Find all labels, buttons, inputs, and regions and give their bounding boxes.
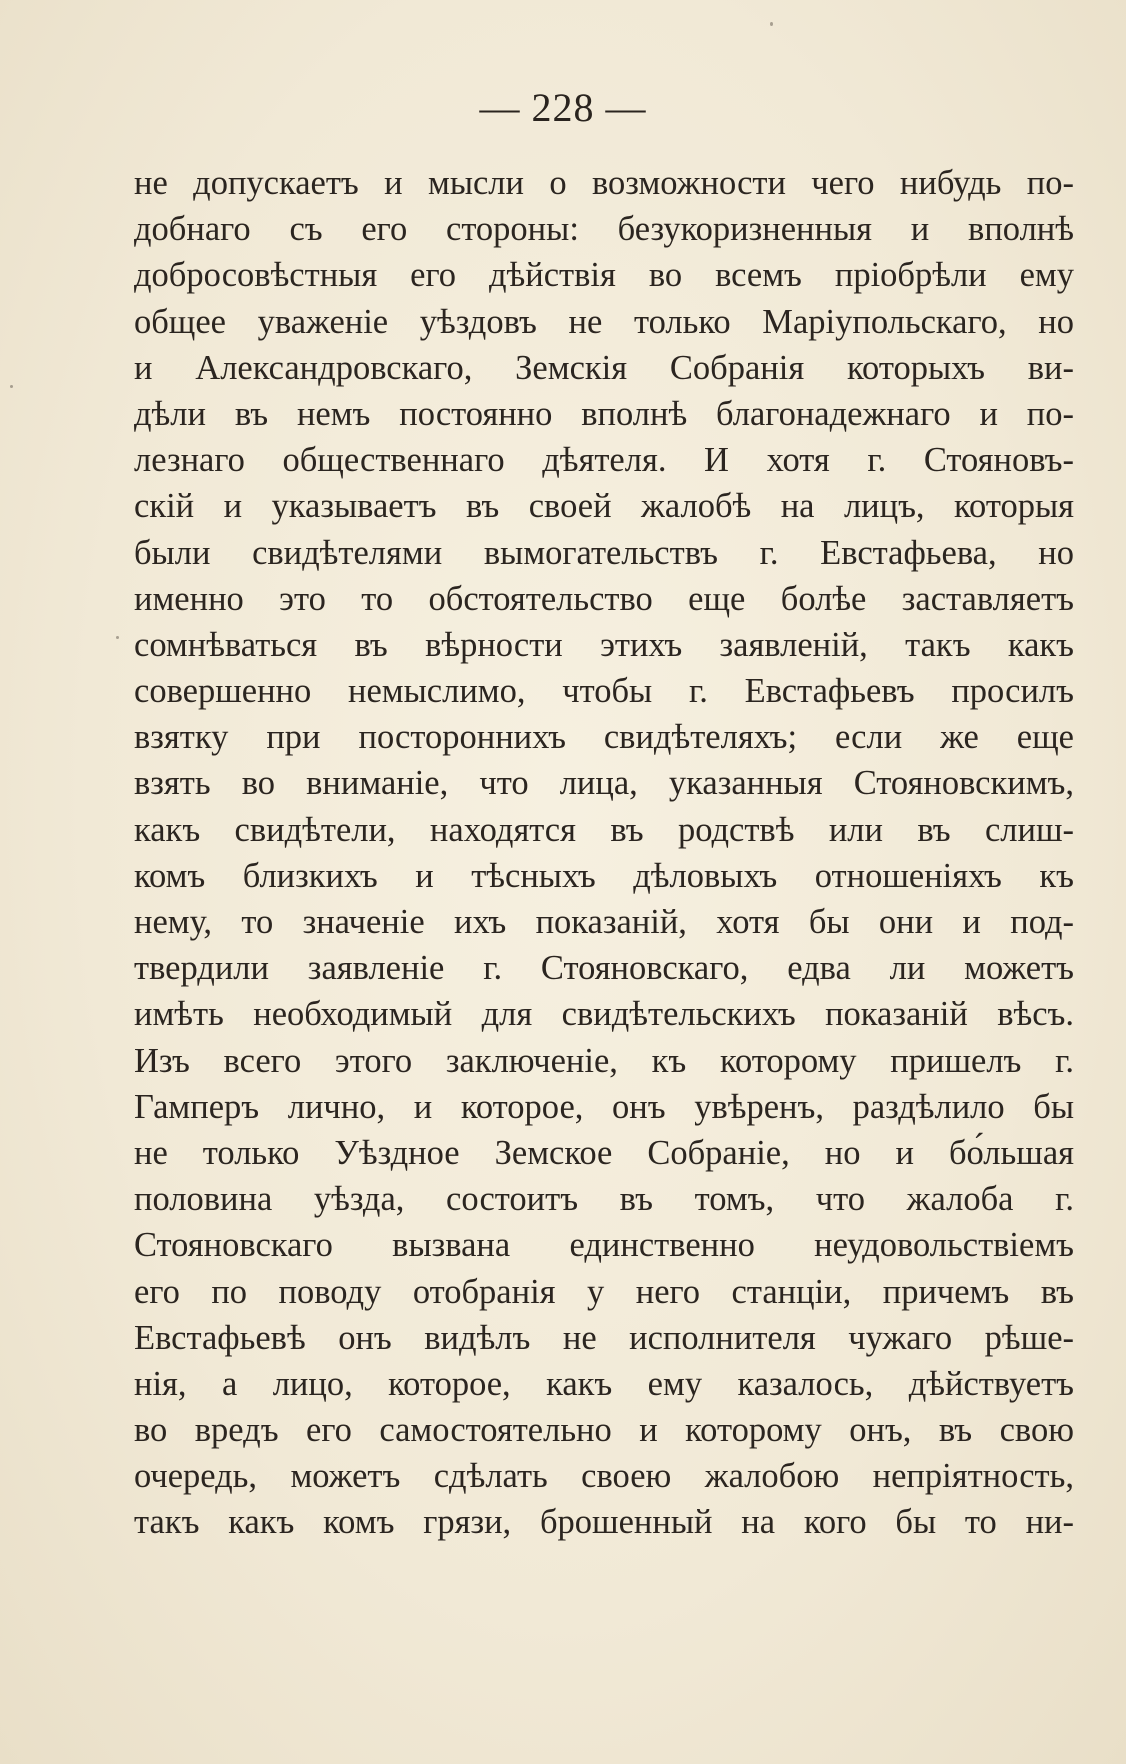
- text-line: Стояновскаго вызвана единственно неудовольствіемъ: [134, 1226, 1074, 1265]
- text-line: во вредъ его самостоятельно и которому онъ, въ свою: [134, 1411, 1074, 1450]
- text-line: половина уѣзда, состоитъ въ томъ, что жалоба г.: [134, 1180, 1074, 1219]
- text-line: какъ свидѣтели, находятся въ родствѣ или въ слиш-: [134, 810, 1074, 849]
- text-line: его по поводу отобранія у него станціи, причемъ въ: [134, 1272, 1074, 1311]
- paper-speck: [116, 636, 119, 639]
- text-line: сомнѣваться въ вѣрности этихъ заявленій, такъ какъ: [134, 625, 1074, 664]
- text-line: лезнаго общественнаго дѣятеля. И хотя г. Стояновъ-: [134, 441, 1074, 480]
- text-line: очередь, можетъ сдѣлать своею жалобою непріятность,: [134, 1457, 1074, 1496]
- text-line: взятку при постороннихъ свидѣтеляхъ; если же еще: [134, 718, 1074, 757]
- text-line: общее уваженіе уѣздовъ не только Маріупольскаго, но: [134, 302, 1074, 341]
- text-line: Изъ всего этого заключеніе, къ которому пришелъ г.: [134, 1041, 1074, 1080]
- text-line: Гамперъ лично, и которое, онъ увѣренъ, раздѣлило бы: [134, 1087, 1074, 1126]
- paper-speck: [770, 22, 773, 26]
- text-line: не только Уѣздное Земское Собраніе, но и бо́льшая: [134, 1133, 1074, 1172]
- text-line: добнаго съ его стороны: безукоризненныя и вполнѣ: [134, 210, 1074, 249]
- text-line: Евстафьевѣ онъ видѣлъ не исполнителя чужаго рѣше-: [134, 1318, 1074, 1357]
- text-line: твердили заявленіе г. Стояновскаго, едва ли можетъ: [134, 949, 1074, 988]
- text-line: скій и указываетъ въ своей жалобѣ на лицъ, которыя: [134, 487, 1074, 526]
- text-line: не допускаетъ и мысли о возможности чего нибудь по-: [134, 164, 1074, 202]
- text-line: взять во вниманіе, что лица, указанныя Стояновскимъ,: [134, 764, 1074, 803]
- text-line: такъ какъ комъ грязи, брошенный на кого бы то ни-: [134, 1503, 1074, 1542]
- text-line: и Александровскаго, Земскія Собранія которыхъ ви-: [134, 348, 1074, 387]
- body-text: [134, 160, 1074, 1546]
- text-line: именно это то обстоятельство еще болѣе заставляетъ: [134, 579, 1074, 618]
- text-line: нему, то значеніе ихъ показаній, хотя бы они и под-: [134, 903, 1074, 941]
- paper-speck: [10, 385, 13, 388]
- text-line: имѣть необходимый для свидѣтельскихъ показаній вѣсъ.: [134, 995, 1074, 1034]
- text-line: нія, а лицо, которое, какъ ему казалось, дѣйствуетъ: [134, 1364, 1074, 1403]
- text-line: комъ близкихъ и тѣсныхъ дѣловыхъ отношеніяхъ къ: [134, 856, 1074, 895]
- page-number: — 228 —: [479, 85, 647, 130]
- text-line: были свидѣтелями вымогательствъ г. Евстафьева, но: [134, 533, 1074, 572]
- text-line: совершенно немыслимо, чтобы г. Евстафьевъ просилъ: [134, 672, 1074, 711]
- text-line: добросовѣстныя его дѣйствія во всемъ пріобрѣли ему: [134, 256, 1074, 295]
- text-line: дѣли въ немъ постоянно вполнѣ благонадежнаго и по-: [134, 394, 1074, 433]
